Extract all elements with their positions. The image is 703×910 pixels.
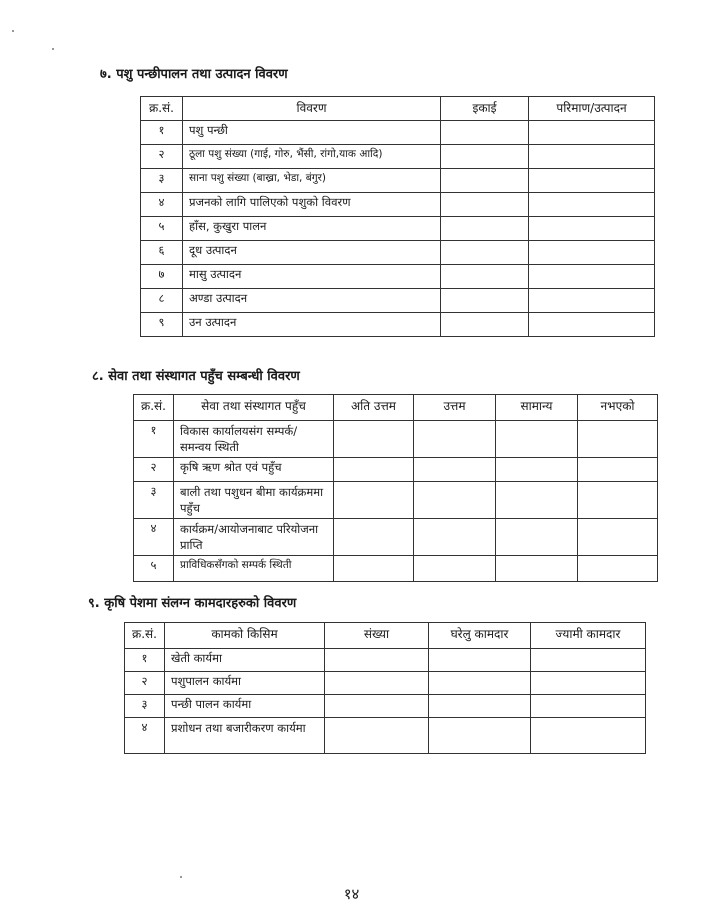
table-row — [141, 289, 655, 313]
blank-cell[interactable] — [334, 482, 414, 519]
serial-cell: २ — [125, 672, 165, 695]
blank-cell[interactable] — [429, 649, 531, 672]
serial-cell: २ — [134, 458, 174, 482]
serial-cell: ४ — [125, 718, 165, 754]
column-header: घरेलु कामदार — [429, 623, 531, 649]
table-row — [125, 649, 646, 672]
column-header: क्र.सं. — [125, 623, 165, 649]
item-cell: मासु उत्पादन — [183, 265, 441, 289]
blank-cell[interactable] — [429, 695, 531, 718]
table-row — [141, 121, 655, 145]
serial-cell: १ — [125, 649, 165, 672]
item-cell: साना पशु संख्या (बाख्रा, भेडा, बंगुर) — [183, 169, 441, 193]
blank-cell[interactable] — [325, 672, 429, 695]
blank-cell[interactable] — [529, 169, 655, 193]
blank-cell[interactable] — [414, 519, 496, 556]
serial-cell: १ — [134, 421, 174, 458]
section-8-heading: ८. सेवा तथा संस्थागत पहुँच सम्बन्धी विवरण — [92, 369, 300, 384]
column-header: कामको किसिम — [165, 623, 325, 649]
serial-cell: ८ — [141, 289, 183, 313]
blank-cell[interactable] — [441, 313, 529, 337]
serial-cell: ३ — [125, 695, 165, 718]
blank-cell[interactable] — [578, 519, 658, 556]
item-cell: प्रशोधन तथा बजारीकरण कार्यमा — [165, 718, 325, 754]
blank-cell[interactable] — [441, 289, 529, 313]
blank-cell[interactable] — [496, 482, 578, 519]
serial-cell: ३ — [134, 482, 174, 519]
table-row — [141, 145, 655, 169]
blank-cell[interactable] — [496, 556, 578, 582]
blank-cell[interactable] — [334, 458, 414, 482]
blank-cell[interactable] — [334, 556, 414, 582]
blank-cell[interactable] — [531, 672, 646, 695]
blank-cell[interactable] — [529, 145, 655, 169]
blank-cell[interactable] — [414, 482, 496, 519]
blank-cell[interactable] — [441, 169, 529, 193]
serial-cell: ७ — [141, 265, 183, 289]
blank-cell[interactable] — [531, 649, 646, 672]
item-cell: कृषि ऋण श्रोत एवं पहुँच — [174, 458, 334, 482]
table-row — [141, 241, 655, 265]
workers-table — [124, 622, 646, 754]
blank-cell[interactable] — [529, 121, 655, 145]
blank-cell[interactable] — [578, 458, 658, 482]
column-header: विवरण — [183, 97, 441, 121]
table-row — [125, 695, 646, 718]
scan-speck — [180, 876, 182, 878]
scan-speck — [52, 48, 54, 50]
table-row — [134, 458, 658, 482]
item-cell: अण्डा उत्पादन — [183, 289, 441, 313]
item-cell: ठूला पशु संख्या (गाई, गोरु, भैंसी, रांगो,याक आदि) — [183, 145, 441, 169]
blank-cell[interactable] — [334, 421, 414, 458]
item-cell: पन्छी पालन कार्यमा — [165, 695, 325, 718]
livestock-table — [140, 96, 655, 337]
blank-cell[interactable] — [496, 458, 578, 482]
table-row — [125, 718, 646, 754]
blank-cell[interactable] — [578, 482, 658, 519]
section-9-heading: ९. कृषि पेशमा संलग्न कामदारहरुको विवरण — [88, 596, 297, 611]
column-header: अति उत्तम — [334, 395, 414, 421]
blank-cell[interactable] — [496, 519, 578, 556]
item-cell: प्राविधिकसँगको सम्पर्क स्थिती — [174, 556, 334, 582]
column-header: ज्यामी कामदार — [531, 623, 646, 649]
column-header: क्र.सं. — [134, 395, 174, 421]
table-row — [134, 421, 658, 458]
serial-cell: ४ — [141, 193, 183, 217]
page-number: १४ — [343, 885, 360, 903]
serial-cell: ६ — [141, 241, 183, 265]
table-row — [141, 313, 655, 337]
item-cell: विकास कार्यालयसंग सम्पर्क/समन्वय स्थिती — [174, 421, 334, 458]
table-header-row — [125, 623, 646, 649]
blank-cell[interactable] — [429, 672, 531, 695]
table-row — [134, 556, 658, 582]
blank-cell[interactable] — [441, 145, 529, 169]
service-access-table — [133, 394, 658, 582]
blank-cell[interactable] — [496, 421, 578, 458]
blank-cell[interactable] — [441, 265, 529, 289]
blank-cell[interactable] — [578, 556, 658, 582]
blank-cell[interactable] — [414, 556, 496, 582]
serial-cell: ५ — [134, 556, 174, 582]
blank-cell[interactable] — [578, 421, 658, 458]
table-row — [141, 193, 655, 217]
item-cell: उन उत्पादन — [183, 313, 441, 337]
serial-cell: ४ — [134, 519, 174, 556]
table-row — [125, 672, 646, 695]
blank-cell[interactable] — [529, 313, 655, 337]
blank-cell[interactable] — [529, 289, 655, 313]
blank-cell[interactable] — [414, 458, 496, 482]
serial-cell: ३ — [141, 169, 183, 193]
table-row — [141, 217, 655, 241]
item-cell: खेती कार्यमा — [165, 649, 325, 672]
blank-cell[interactable] — [441, 217, 529, 241]
table-row — [141, 169, 655, 193]
item-cell: प्रजनको लागि पालिएको पशुको विवरण — [183, 193, 441, 217]
item-cell: हाँस, कुखुरा पालन — [183, 217, 441, 241]
item-cell: कार्यक्रम/आयोजनाबाट परियोजना प्राप्ति — [174, 519, 334, 556]
column-header: उत्तम — [414, 395, 496, 421]
blank-cell[interactable] — [529, 241, 655, 265]
item-cell: दूध उत्पादन — [183, 241, 441, 265]
table-row — [134, 482, 658, 519]
table-row — [134, 519, 658, 556]
serial-cell: १ — [141, 121, 183, 145]
blank-cell[interactable] — [531, 718, 646, 754]
blank-cell[interactable] — [529, 265, 655, 289]
column-header: सामान्य — [496, 395, 578, 421]
table-header-row — [141, 97, 655, 121]
section-7-heading: ७. पशु पन्छीपालन तथा उत्पादन विवरण — [100, 67, 288, 82]
column-header: क्र.सं. — [141, 97, 183, 121]
column-header: सेवा तथा संस्थागत पहुँच — [174, 395, 334, 421]
item-cell: पशु पन्छी — [183, 121, 441, 145]
serial-cell: ५ — [141, 217, 183, 241]
blank-cell[interactable] — [414, 421, 496, 458]
table-row — [141, 265, 655, 289]
scan-speck — [12, 30, 14, 32]
item-cell: बाली तथा पशुधन बीमा कार्यक्रममा पहुँच — [174, 482, 334, 519]
blank-cell[interactable] — [441, 193, 529, 217]
column-header: नभएको — [578, 395, 658, 421]
blank-cell[interactable] — [325, 718, 429, 754]
blank-cell[interactable] — [441, 121, 529, 145]
blank-cell[interactable] — [531, 695, 646, 718]
item-cell: पशुपालन कार्यमा — [165, 672, 325, 695]
blank-cell[interactable] — [441, 241, 529, 265]
column-header: संख्या — [325, 623, 429, 649]
table-header-row — [134, 395, 658, 421]
blank-cell[interactable] — [334, 519, 414, 556]
blank-cell[interactable] — [325, 695, 429, 718]
column-header: इकाई — [441, 97, 529, 121]
serial-cell: ९ — [141, 313, 183, 337]
blank-cell[interactable] — [529, 217, 655, 241]
column-header: परिमाण/उत्पादन — [529, 97, 655, 121]
blank-cell[interactable] — [429, 718, 531, 754]
serial-cell: २ — [141, 145, 183, 169]
blank-cell[interactable] — [529, 193, 655, 217]
blank-cell[interactable] — [325, 649, 429, 672]
